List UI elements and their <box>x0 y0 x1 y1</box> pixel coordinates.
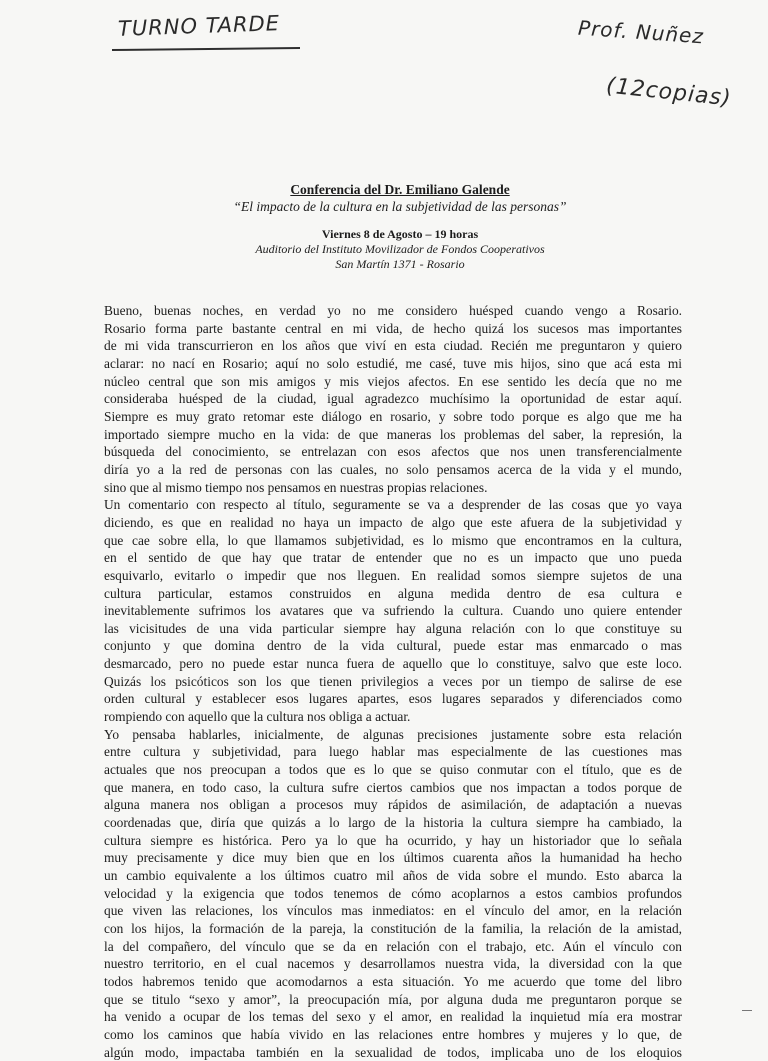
handwritten-note-professor: Prof. Nuñez <box>577 15 705 49</box>
transcript-line: diría yo a la red de personas con las cuales, no solo pensamos acerca de la vida y el mundo, <box>104 461 682 477</box>
transcript-line: Quizás los psicóticos son los que tienen privilegios a veces por un tiempo de salirse de ese <box>104 673 682 689</box>
transcript-line: Un comentario con respecto al título, seguramente se va a desprender de las cosas que yo vaya <box>104 497 682 513</box>
transcript-line: ha venido a ocupar de los temas del sexo y el amor, en realidad la inquietud mía era mostrar <box>104 1009 682 1025</box>
transcript-line: actuales que nos preocupan a todos que es lo que se quiso conmutar con el título, que es de <box>104 762 682 778</box>
transcript-line: que se titulo “sexo y amor”, la preocupación mía, por alguna duda me preguntaron porque se <box>104 991 682 1007</box>
transcript-line: sino que al mismo tiempo nos pensamos en nuestras propias relaciones. <box>104 479 488 495</box>
transcript-line: las vicisitudes de una vida particular siempre hay alguna relación con lo que constituye su <box>104 620 682 636</box>
transcript-line: consideraba huésped de la ciudad, igual agradezco muchísimo la oportunidad de estar aquí. <box>104 391 682 407</box>
transcript-line: velocidad y la exigencia que todos tenemos de cómo acoplarnos a estos cambios profundos <box>104 885 682 901</box>
transcript-line: aclarar: no nací en Rosario; aquí no solo estudié, me casé, tuve mis hijos, sino que acá esta mi <box>104 355 682 371</box>
transcript-line: muy precisamente y dice muy bien que en los últimos cuarenta años la humanidad ha hecho <box>104 850 682 866</box>
transcript-line: alguna manera nos obligan a procesos muy rápidos de asimilación, de adaptación a nuevas <box>104 797 682 813</box>
transcript-line: que cae sobre ella, lo que llamamos subjetividad, es lo mismo que encontramos en la cultura, <box>104 532 682 548</box>
event-address: San Martín 1371 - Rosario <box>335 257 465 271</box>
transcript-line: inevitablemente sufrimos los avatares que va sufriendo la cultura. Cuando uno quiere entender <box>104 603 682 619</box>
transcript-line: algún modo, impactaba también en la sexualidad de todos, implicaba uno de los eloquios <box>104 1044 682 1060</box>
transcript-line: núcleo central que son mis amigos y mis viejos afectos. En ese sentido les decía que no me <box>104 373 682 389</box>
transcript-line: en el sentido de que hay que tratar de entender que no es un impacto que uno pueda <box>104 550 682 566</box>
transcript-line: nuestro territorio, en el cual nacemos y desarrollamos nuestra vida, la diversidad con la que <box>104 956 682 972</box>
transcript-line: un cambio equivalente a los últimos cuatro mil años de vida sobre el mundo. Esto abarca la <box>104 868 682 883</box>
transcript-line: Bueno, buenas noches, en verdad yo no me considero huésped cuando vengo a Rosario. <box>104 303 682 318</box>
transcript-line: rompiendo con aquello que la cultura nos obliga a actuar. <box>104 709 411 725</box>
transcript-line: conjunto y que domina dentro de la vida cultural, puede estar mas enmarcado o mas <box>104 638 682 654</box>
handwritten-underline <box>112 47 300 51</box>
transcript-line: Rosario forma parte bastante central en mi vida, de hecho quizá los sucesos mas importantes <box>104 320 682 336</box>
transcript-line: que manera, en todo caso, la cultura sufre ciertos cambios que nos impactan a todos porque de <box>104 779 682 795</box>
transcript-line: la del compañero, del vínculo que se da en relación con el trabajo, etc. Aún el vínculo con <box>104 938 682 954</box>
transcript-line: como los caminos que había vivido en las relaciones entre hombres y mujeres y lo que, de <box>104 1026 682 1042</box>
transcript-line: cultura particular, estamos construidos en alguna medida dentro de esa cultura e <box>104 585 682 601</box>
transcript-line: coordenadas que, diría que quizás a lo largo de la historia la cultura siempre ha cambiado, la <box>104 815 682 831</box>
transcript-line: esquivarlo, evitarlo o impedir que nos lleguen. En realidad somos siempre sujetos de una <box>104 567 682 583</box>
transcript-line: que viven las relaciones, los vínculos mas inmediatos: en el vínculo del amor, en la relación <box>104 903 682 919</box>
transcript-line: de mi vida transcurrieron en los años que viví en esta ciudad. Recién me preguntaron y quiero <box>104 338 682 354</box>
handwritten-note-copies: (12copias) <box>605 73 733 112</box>
transcript-line: todos habremos tenido que acomodarnos a esta situación. Yo me acuerdo que tome del libro <box>104 973 682 989</box>
page-edge-mark <box>742 1010 752 1011</box>
transcript-line: búsqueda del conocimiento, se entrelazan con esos afectos que nos unen transferencialmente <box>104 444 682 460</box>
document-subtitle: “El impacto de la cultura en la subjetividad de las personas” <box>233 199 567 214</box>
transcript-line: desmarcado, pero no puede estar nunca fuera de aquello que lo constituye, salvo que este loco. <box>104 656 682 672</box>
transcript-line: cultura siempre es histórica. Pero ya lo que ha ocurrido, y hay un historiador que lo señala <box>104 832 682 848</box>
transcript-line: importado siempre mucho en la vida: de que maneras los problemas del saber, la represión, la <box>104 426 682 442</box>
transcript-line: orden cultural y establecer esos lugares apartes, esos lugares separados y diferenciados como <box>104 691 682 707</box>
transcript-line: Yo pensaba hablarles, inicialmente, de algunas precisiones justamente sobre esta relación <box>104 726 682 742</box>
event-date: Viernes 8 de Agosto – 19 horas <box>321 227 479 241</box>
handwritten-note-shift: TURNO TARDE <box>117 11 281 41</box>
transcript-line: diciendo, es que en realidad no haya un impacto de algo que este afuera de la subjetividad y <box>104 514 682 530</box>
transcript-line: con los hijos, la formación de la pareja, la constitución de la familia, la relación de la amistad, <box>104 920 682 936</box>
transcript-line: Siempre es muy grato retomar este diálogo en rosario, y sobre todo porque es algo que me ha <box>104 408 682 424</box>
event-venue: Auditorio del Instituto Movilizador de Fondos Cooperativos <box>255 242 545 256</box>
transcript-line: entre cultura y subjetividad, para luego hablar mas especialmente de las cuestiones mas <box>104 744 682 760</box>
document-title: Conferencia del Dr. Emiliano Galende <box>290 182 510 197</box>
lecture-transcript <box>104 302 682 1061</box>
